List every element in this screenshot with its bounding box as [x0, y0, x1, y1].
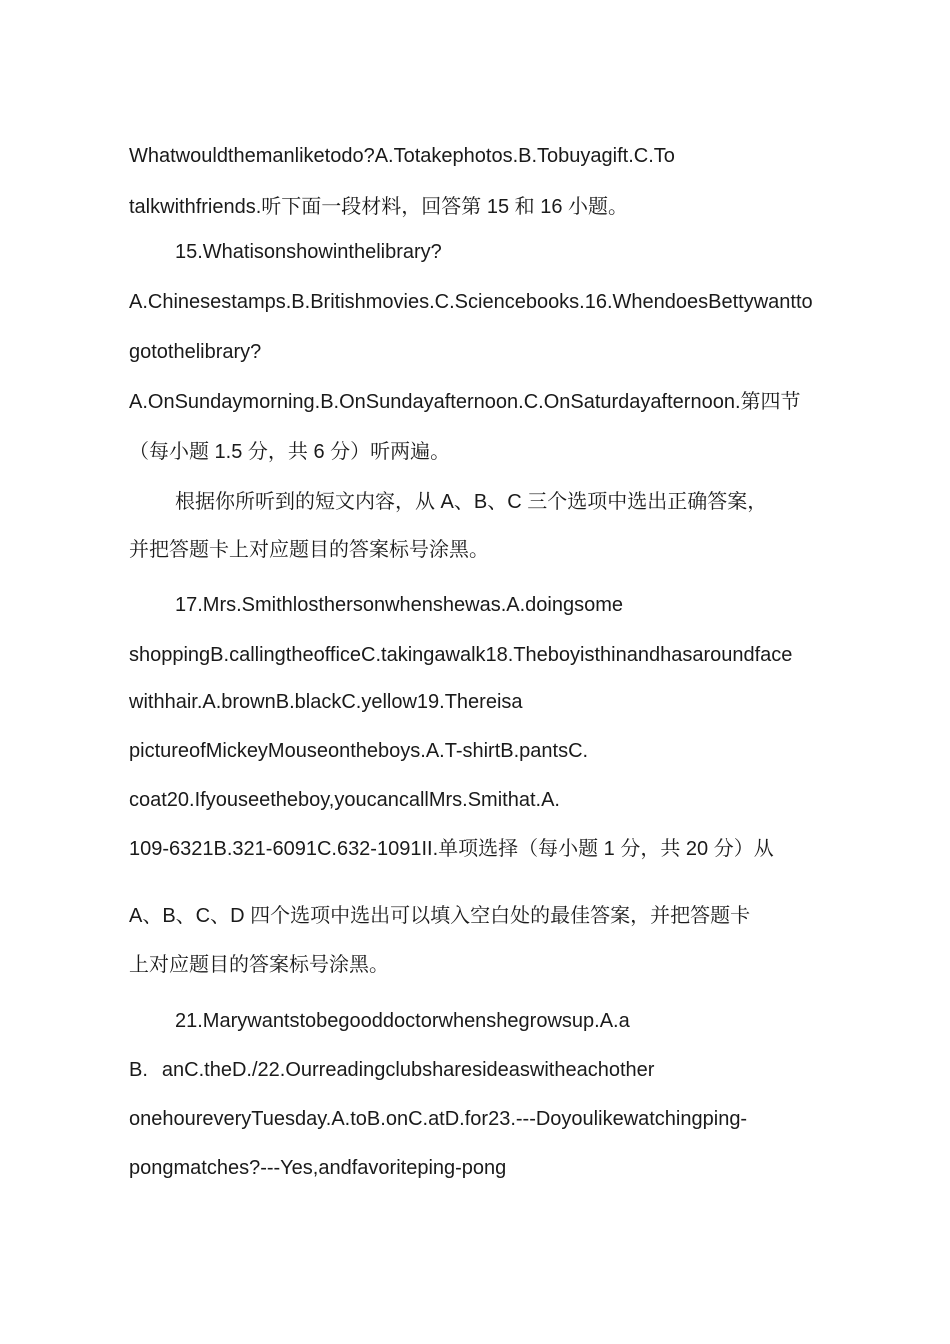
text-line: Whatwouldthemanliketodo?A.Totakephotos.B.Tobuyagift.C.To	[129, 145, 675, 167]
text-line: coat20.Ifyouseetheboy,youcancallMrs.Smithat.A.	[129, 789, 560, 811]
text-line: A.OnSundaymorning.B.OnSundayafternoon.C.OnSaturdayafternoon.第四节	[129, 391, 801, 413]
text-fragment: B.	[129, 1059, 148, 1081]
text-line: 21.Marywantstobegooddoctorwhenshegrowsup.A.a	[175, 1010, 630, 1032]
text-line	[129, 1058, 654, 1082]
text-line: （每小题 1.5 分，共 6 分）听两遍。	[129, 441, 451, 463]
text-line: 17.Mrs.Smithlosthersonwhenshewas.A.doingsome	[175, 594, 623, 616]
text-line: 109-6321B.321-6091C.632-1091II.单项选择（每小题 1 分，共 20 分）从	[129, 838, 774, 860]
text-line: withhair.A.brownB.blackC.yellow19.Thereisa	[129, 691, 523, 713]
text-line: gotothelibrary?	[129, 341, 262, 363]
text-line: shoppingB.callingtheofficeC.takingawalk18.Theboyisthinandhasaroundface	[129, 644, 793, 666]
text-line: 上对应题目的答案标号涂黑。	[129, 954, 389, 976]
text-fragment: anC.theD./22.Ourreadingclubsharesideaswitheachother	[161, 1059, 655, 1081]
text-line: 并把答题卡上对应题目的答案标号涂黑。	[129, 539, 489, 561]
text-line: A、B、C、D 四个选项中选出可以填入空白处的最佳答案，并把答题卡	[129, 905, 751, 927]
text-line: talkwithfriends.听下面一段材料，回答第 15 和 16 小题。	[129, 196, 628, 218]
text-line: pongmatches?---Yes,andfavoriteping-pong	[129, 1157, 507, 1179]
text-line: pictureofMickeyMouseontheboys.A.T-shirtB.pantsC.	[129, 740, 589, 762]
text-line: 根据你所听到的短文内容，从 A、B、C 三个选项中选出正确答案，	[175, 491, 768, 513]
text-line: 15.Whatisonshowinthelibrary?	[175, 241, 442, 263]
text-line: A.Chinesestamps.B.Britishmovies.C.Sciencebooks.16.WhendoesBettywantto	[129, 291, 813, 313]
text-line: onehoureveryTuesday.A.toB.onC.atD.for23.---Doyoulikewatchingping-	[129, 1108, 748, 1130]
